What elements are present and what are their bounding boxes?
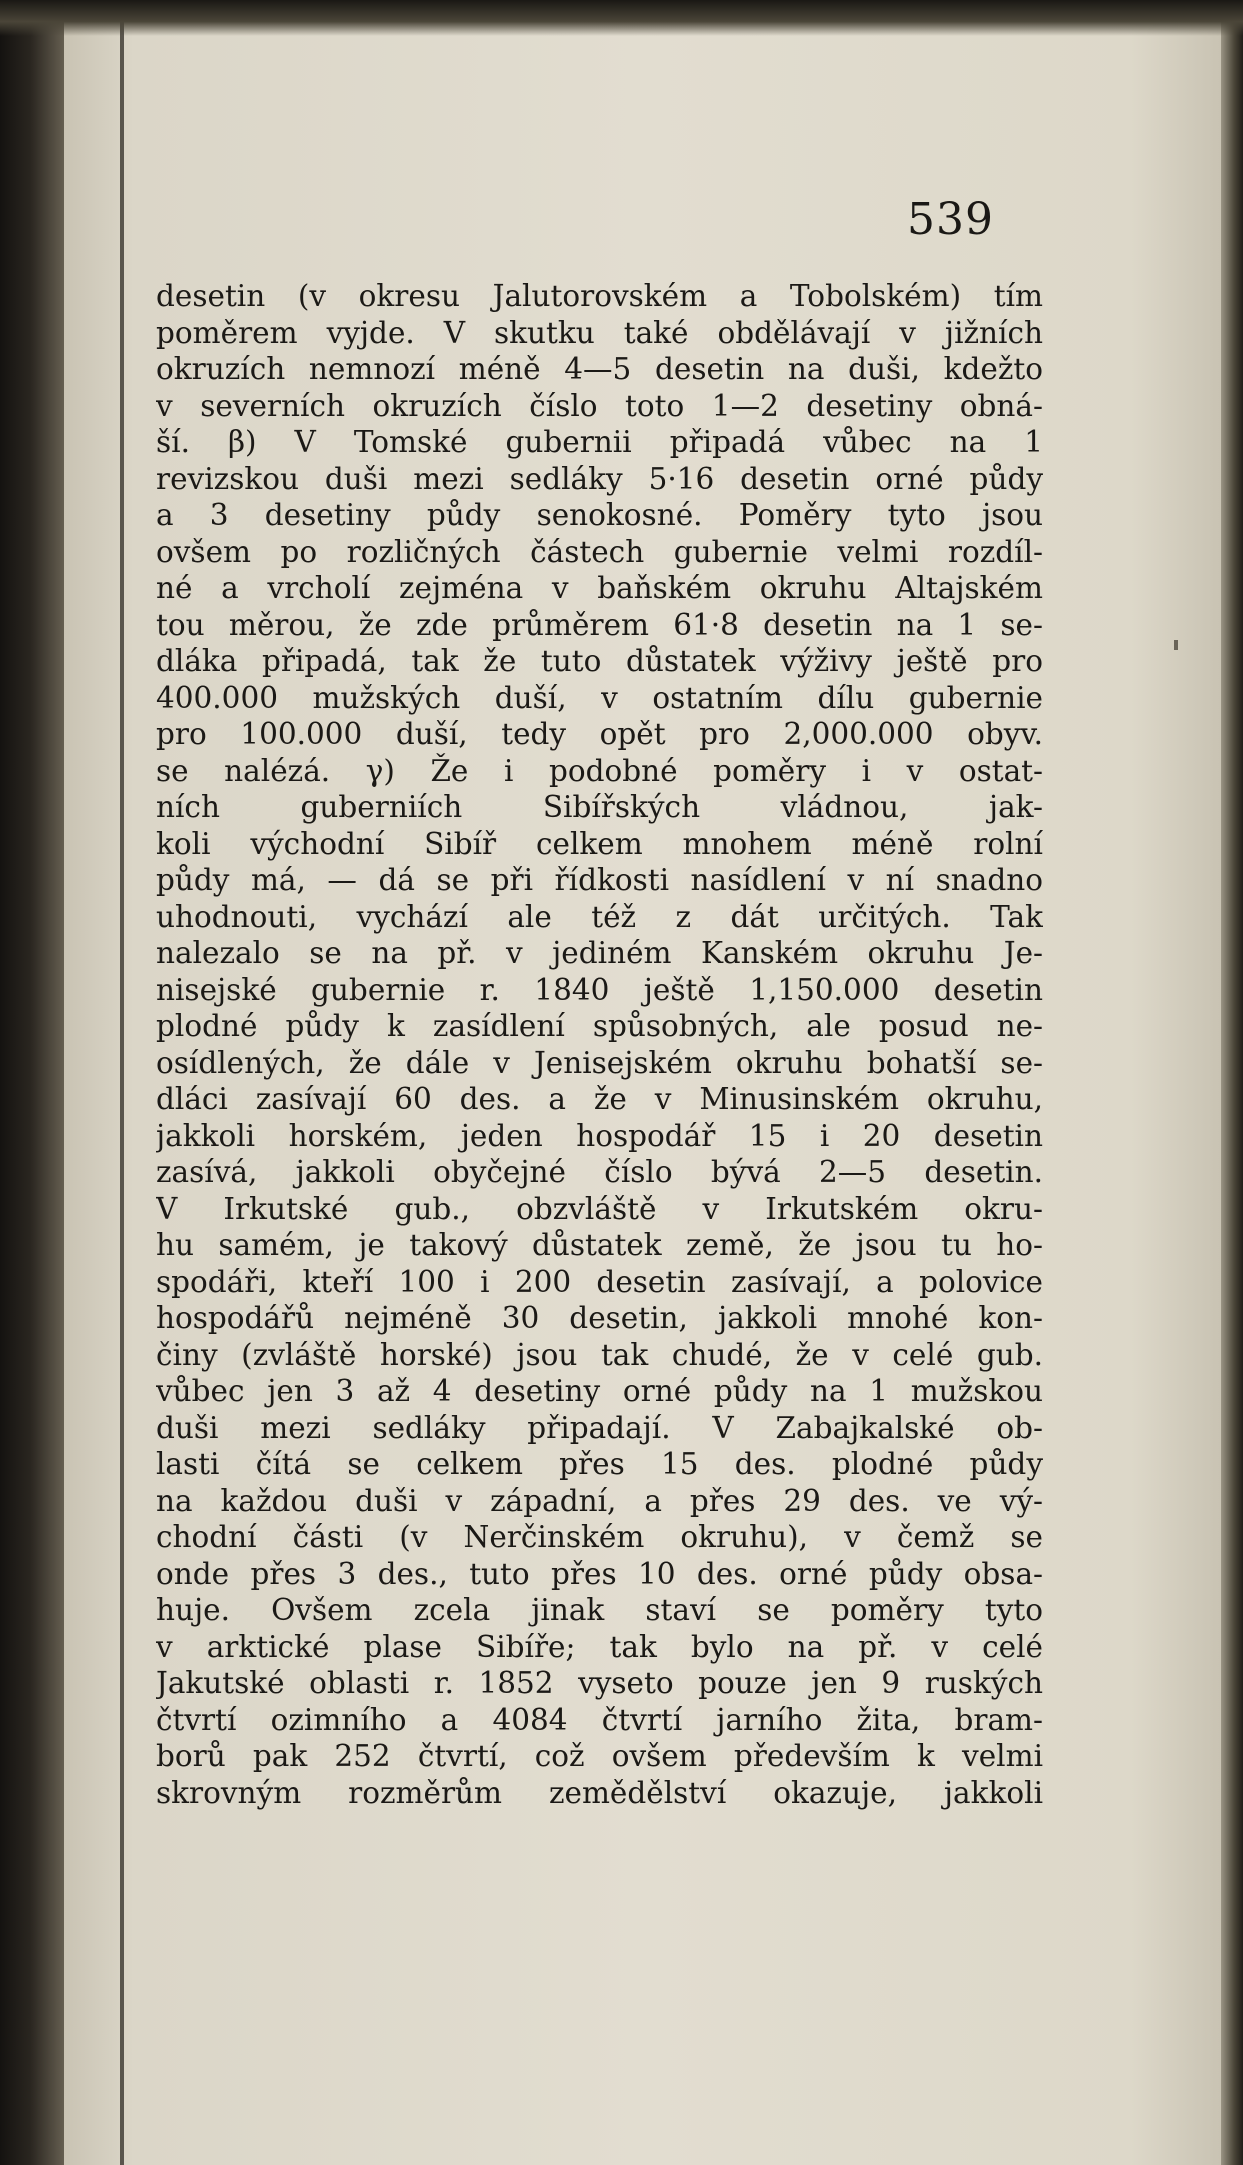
text-line: jakkoli horském, jeden hospodář 15 i 20 desetin <box>156 1118 1043 1153</box>
text-line: dláci zasívají 60 des. a že v Minusinském okruhu, <box>156 1082 1043 1116</box>
text-line: revizskou duši mezi sedláky 5·16 desetin orné půdy <box>156 461 1043 496</box>
scan-left-edge <box>0 0 68 2165</box>
text-line: dláka připadá, tak že tuto důstatek výživy ještě pro <box>156 644 1043 678</box>
text-line: ovšem po rozličných částech gubernie velmi rozdíl- <box>156 534 1043 569</box>
text-line: na každou duši v západní, a přes 29 des. ve vý- <box>156 1483 1043 1518</box>
text-line: pro 100.000 duší, tedy opět pro 2,000.000 obyv. <box>156 717 1043 751</box>
text-line: Jakutské oblasti r. 1852 vyseto pouze jen 9 ruských <box>156 1666 1043 1700</box>
body-text <box>156 278 1043 1811</box>
text-line: vůbec jen 3 až 4 desetiny orné půdy na 1 mužskou <box>156 1374 1043 1408</box>
text-line: okruzích nemnozí méně 4—5 desetin na duši, kdežto <box>156 352 1043 386</box>
text-line: ší. β) V Tomské gubernii připadá vůbec na 1 <box>156 425 1043 459</box>
text-line: půdy má, — dá se při řídkosti nasídlení v ní snadno <box>156 863 1043 897</box>
scan-right-edge <box>1221 0 1243 2165</box>
page-number: 539 <box>907 194 994 245</box>
text-line: chodní části (v Nerčinském okruhu), v čemž se <box>156 1520 1043 1554</box>
text-line: činy (zvláště horské) jsou tak chudé, že v celé gub. <box>156 1337 1043 1372</box>
text-line: koli východní Sibíř celkem mnohem méně rolní <box>156 826 1043 861</box>
text-line: né a vrcholí zejména v baňském okruhu Altajském <box>156 571 1043 605</box>
book-page <box>64 0 1224 2165</box>
text-line: plodné půdy k zasídlení spůsobných, ale posud ne- <box>156 1009 1043 1043</box>
text-line: onde přes 3 des., tuto přes 10 des. orné půdy obsa- <box>156 1556 1043 1591</box>
binding-gutter <box>120 0 124 2165</box>
text-line: a 3 desetiny půdy senokosné. Poměry tyto jsou <box>156 498 1043 532</box>
text-line: spodáři, kteří 100 i 200 desetin zasívají, a polovice <box>156 1264 1043 1299</box>
text-line: se nalézá. γ) Že i podobné poměry i v ostat- <box>156 753 1043 788</box>
scan-top-edge <box>0 0 1243 36</box>
text-line: 400.000 mužských duší, v ostatním dílu gubernie <box>156 680 1043 715</box>
text-line: borů pak 252 čtvrtí, což ovšem především k velmi <box>156 1739 1043 1773</box>
text-line: V Irkutské gub., obzvláště v Irkutském okru- <box>156 1191 1043 1226</box>
text-line: hospodářů nejméně 30 desetin, jakkoli mnohé kon- <box>156 1301 1043 1335</box>
text-line: čtvrtí ozimního a 4084 čtvrtí jarního žita, bram- <box>156 1702 1043 1737</box>
text-line: desetin (v okresu Jalutorovském a Tobolském) tím <box>156 279 1043 313</box>
text-line: osídlených, že dále v Jenisejském okruhu bohatší se- <box>156 1045 1043 1080</box>
margin-mark <box>1174 640 1178 650</box>
text-line: nisejské gubernie r. 1840 ještě 1,150.000 desetin <box>156 972 1043 1007</box>
text-line: hu samém, je takový důstatek země, že jsou tu ho- <box>156 1228 1043 1262</box>
text-line: skrovným rozměrům zemědělství okazuje, jakkoli <box>156 1775 1043 1810</box>
text-line: poměrem vyjde. V skutku také obdělávají v jižních <box>156 315 1043 350</box>
text-line: duši mezi sedláky připadají. V Zabajkalské ob- <box>156 1410 1043 1445</box>
text-line: uhodnouti, vychází ale též z dát určitých. Tak <box>156 899 1043 934</box>
text-line: zasívá, jakkoli obyčejné číslo bývá 2—5 desetin. <box>156 1155 1043 1189</box>
text-line: v arktické plase Sibíře; tak bylo na př. v celé <box>156 1629 1043 1664</box>
text-line: huje. Ovšem zcela jinak staví se poměry tyto <box>156 1593 1043 1627</box>
text-line: lasti čítá se celkem přes 15 des. plodné půdy <box>156 1447 1043 1481</box>
text-line: ních guberniích Sibířských vládnou, jak- <box>156 790 1043 824</box>
text-line: tou měrou, že zde průměrem 61·8 desetin na 1 se- <box>156 607 1043 642</box>
text-line: v severních okruzích číslo toto 1—2 desetiny obná- <box>156 388 1043 423</box>
text-line: nalezalo se na př. v jediném Kanském okruhu Je- <box>156 936 1043 970</box>
